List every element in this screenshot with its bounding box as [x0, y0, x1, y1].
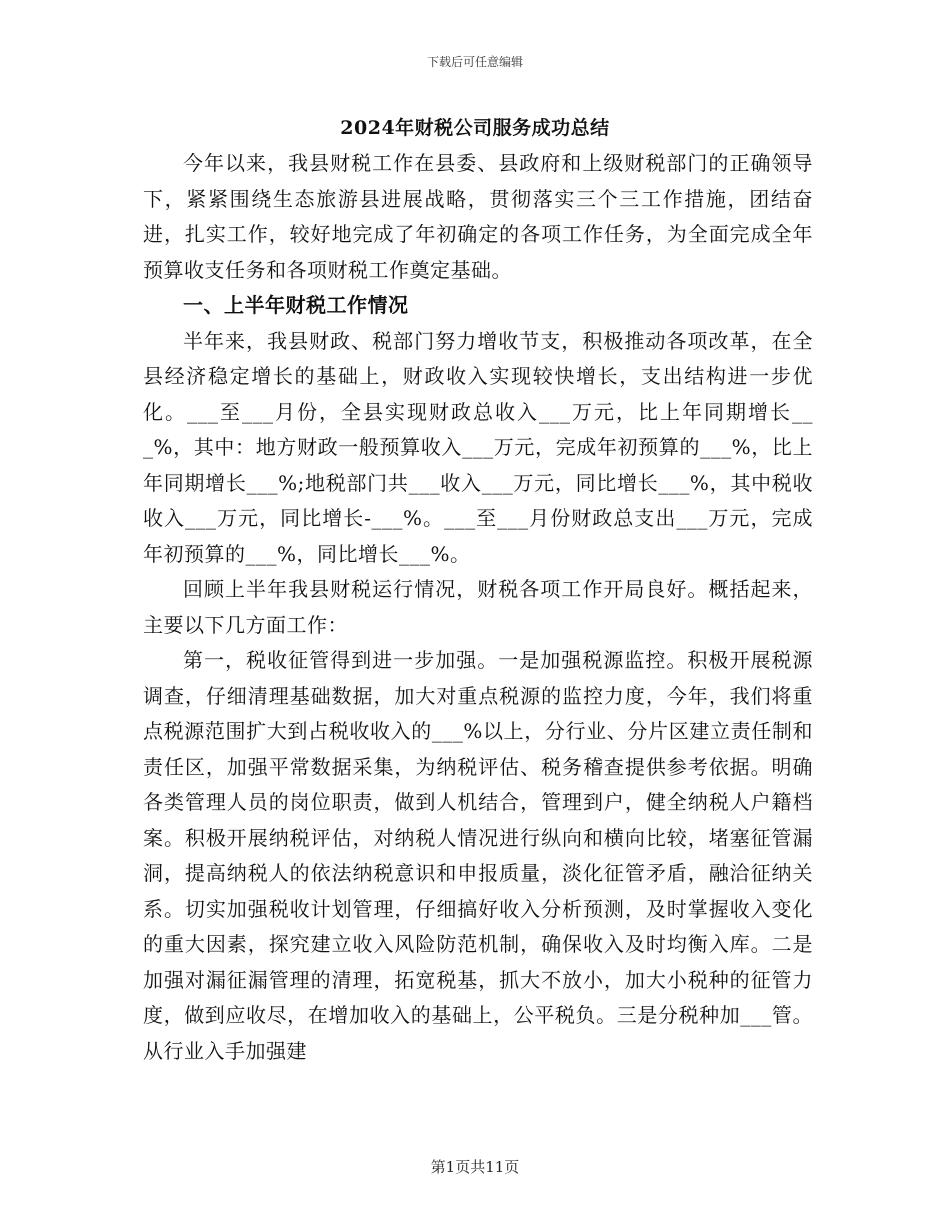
paragraph: 半年来，我县财政、税部门努力增收节支，积极推动各项改革，在全县经济稳定增长的基础上，财政收入实现较快增长，支出结构进一步优化。___至___月份，全县实现财政总收入___万元，比上年同期增长___%，其中：地方财政一般预算收入___万元，完成年初预算的___%，比上年同期增长___%;地税部门共___收入___万元，同比增长___%，其中税收收入___万元，同比增长-___%。___至___月份财政总支出___万元，完成年初预算的___%，同比增长___%。 — [143, 328, 813, 566]
document-title: 2024年财税公司服务成功总结 — [340, 117, 610, 139]
page-number: 第1页共11页 — [430, 1158, 520, 1176]
section-heading: 一、上半年财税工作情况 — [183, 293, 409, 317]
paragraph: 回顾上半年我县财税运行情况，财税各项工作开局良好。概括起来，主要以下几方面工作： — [143, 577, 813, 637]
paragraph: 第一，税收征管得到进一步加强。一是加强税源监控。积极开展税源调查，仔细清理基础数据，加大对重点税源的监控力度，今年，我们将重点税源范围扩大到占税收收入的___%以上，分行业、分片区建立责任制和责任区，加强平常数据采集，为纳税评估、税务稽查提供参考依据。明确各类管理人员的岗位职责，做到人机结合，管理到户，健全纳税人户籍档案。积极开展纳税评估，对纳税人情况进行纵向和横向比较，堵塞征管漏洞，提高纳税人的依法纳税意识和申报质量，淡化征管矛盾，融洽征纳关系。切实加强税收计划管理，仔细搞好收入分析预测，及时掌握收入变化的重大因素，探究建立收入风险防范机制，确保收入及时均衡入库。二是加强对漏征漏管理的清理，拓宽税基，抓大不放小，加大小税种的征管力度，做到应收尽，在增加收入的基础上，公平税负。三是分税种加___管。从行业入手加强建 — [143, 648, 813, 1063]
page-header-note: 下载后可任意编辑 — [426, 55, 523, 69]
intro-paragraph: 今年以来，我县财税工作在县委、县政府和上级财税部门的正确领导下，紧紧围绕生态旅游县进展战略，贯彻落实三个三工作措施，团结奋进，扎实工作，较好地完成了年初确定的各项工作任务，为全面完成全年预算收支任务和各项财税工作奠定基础。 — [143, 151, 813, 282]
document-body — [143, 146, 813, 1069]
